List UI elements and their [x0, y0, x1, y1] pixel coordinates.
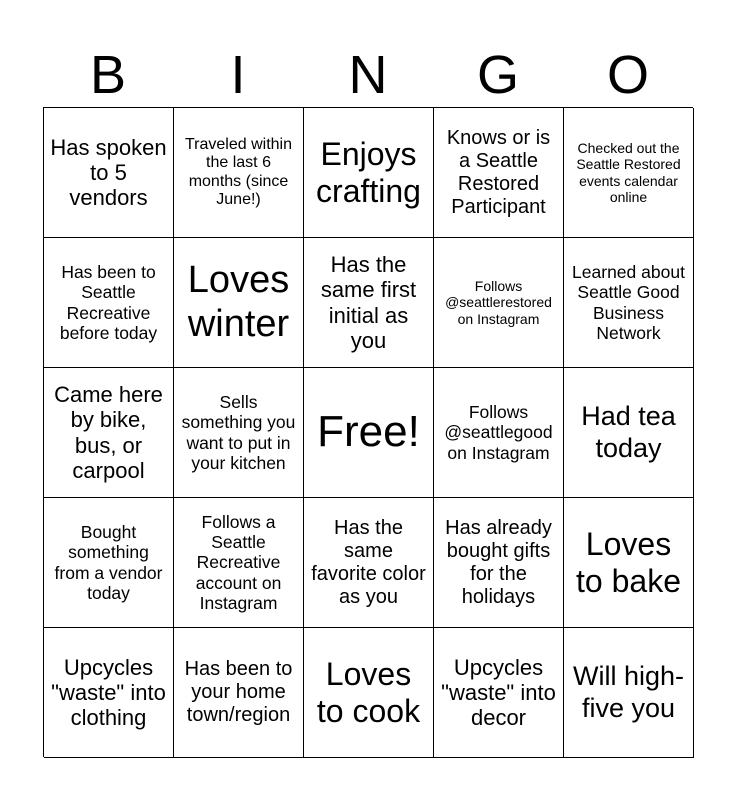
bingo-cell[interactable]: Came here by bike, bus, or carpool — [44, 368, 174, 498]
bingo-cell[interactable]: Enjoys crafting — [304, 108, 434, 238]
bingo-cell[interactable]: Has the same first initial as you — [304, 238, 434, 368]
bingo-header — [43, 44, 693, 106]
bingo-cell[interactable]: Has spoken to 5 vendors — [44, 108, 174, 238]
bingo-grid — [43, 107, 693, 757]
bingo-cell[interactable]: Learned about Seattle Good Business Network — [564, 238, 694, 368]
bingo-cell[interactable]: Upcycles "waste" into decor — [434, 628, 564, 758]
bingo-cell[interactable]: Upcycles "waste" into clothing — [44, 628, 174, 758]
bingo-cell[interactable]: Loves winter — [174, 238, 304, 368]
bingo-cell[interactable]: Sells something you want to put in your kitchen — [174, 368, 304, 498]
header-letter-i: I — [230, 45, 246, 105]
header-letter-b: B — [89, 45, 127, 105]
bingo-cell[interactable]: Follows a Seattle Recreative account on Instagram — [174, 498, 304, 628]
bingo-cell[interactable]: Had tea today — [564, 368, 694, 498]
bingo-cell[interactable]: Will high-five you — [564, 628, 694, 758]
header-letter-n: N — [348, 45, 388, 105]
bingo-cell[interactable]: Follows @seattlerestored on Instagram — [434, 238, 564, 368]
bingo-cell[interactable]: Traveled within the last 6 months (since June!) — [174, 108, 304, 238]
bingo-cell[interactable]: Checked out the Seattle Restored events calendar online — [564, 108, 694, 238]
bingo-cell[interactable]: Has the same favorite color as you — [304, 498, 434, 628]
bingo-cell[interactable]: Bought something from a vendor today — [44, 498, 174, 628]
bingo-cell[interactable]: Follows @seattlegood on Instagram — [434, 368, 564, 498]
bingo-cell[interactable]: Has been to your home town/region — [174, 628, 304, 758]
bingo-cell[interactable]: Knows or is a Seattle Restored Participant — [434, 108, 564, 238]
bingo-cell[interactable]: Loves to cook — [304, 628, 434, 758]
free-space[interactable]: Free! — [304, 368, 434, 498]
bingo-cell[interactable]: Loves to bake — [564, 498, 694, 628]
bingo-cell[interactable]: Has been to Seattle Recreative before today — [44, 238, 174, 368]
bingo-cell[interactable]: Has already bought gifts for the holidays — [434, 498, 564, 628]
header-letter-o: O — [606, 45, 649, 105]
header-letter-g: G — [476, 45, 519, 105]
